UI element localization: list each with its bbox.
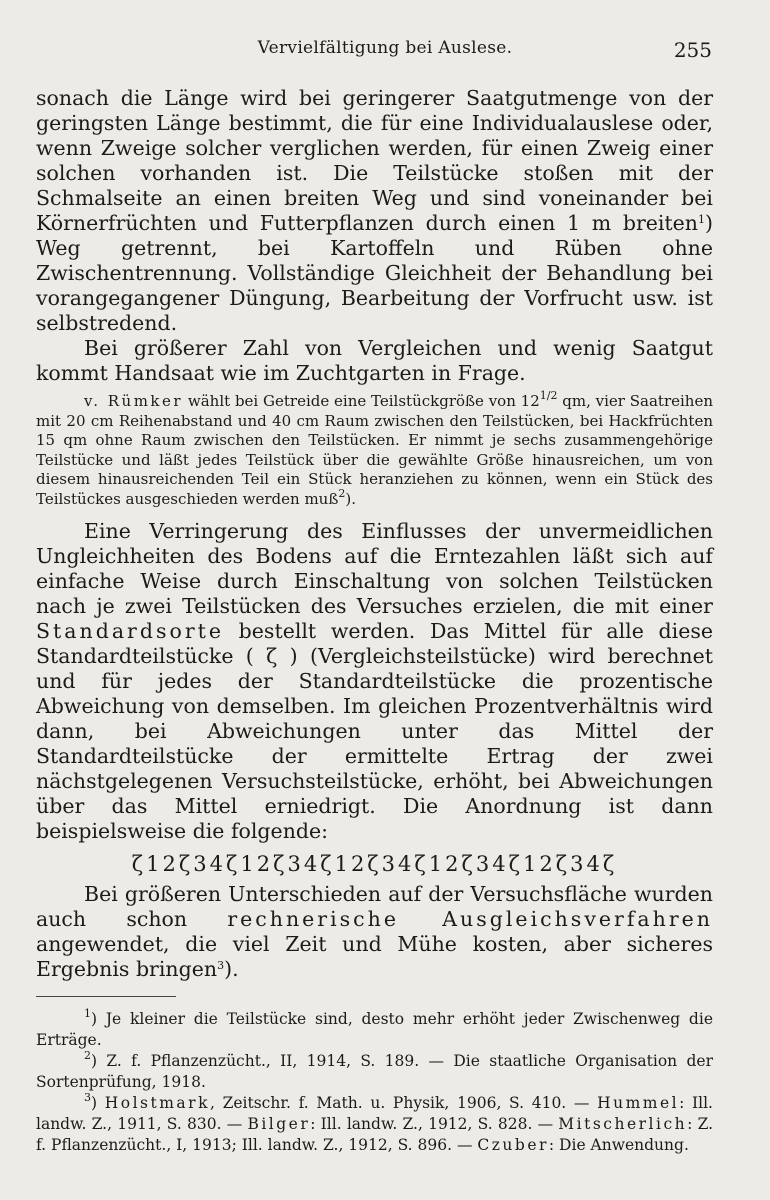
footnote-text: : Z. f. Pflanzenzücht., I, 1913; Ill. landw. Z., 1912, S. 896. — — [36, 1115, 713, 1154]
spaced-term-ausgleich: rechnerische Ausgleichsverfahren — [227, 907, 713, 931]
footnote-1 — [36, 1009, 713, 1051]
footnote-mark: 3 — [84, 1091, 91, 1104]
footnote-text: ) Je kleiner die Teilstücke sind, desto mehr erhöht jeder Zwischenweg die Erträge. — [36, 1010, 713, 1049]
page-header — [0, 38, 770, 66]
paragraph-continuation — [36, 86, 713, 336]
note-text: ). — [345, 489, 356, 508]
small-print-note — [36, 389, 714, 509]
running-title: Vervielfältigung bei Auslese. — [257, 38, 513, 58]
footnote-text: : Ill. landw. Z., 1911, S. 830. — — [36, 1094, 713, 1133]
author-name: Hummel — [597, 1094, 680, 1112]
footnote-ref-1: 1 — [698, 213, 705, 226]
author-name-ruemker: v. Rümker — [84, 392, 184, 410]
paragraph-text: ) Weg getrennt, bei Kartoffeln und Rüben ohne Zwischentrennung. Vollständige Gleichheit der Behandlung bei vorangegangener Düngung, Bearbeitung der Vorfrucht usw. ist selbstredend. — [36, 211, 713, 335]
author-name: Mitscherlich — [558, 1115, 688, 1133]
footnote-3 — [36, 1093, 713, 1156]
author-name: Czuber — [477, 1136, 549, 1154]
paragraph-standardsorte — [36, 519, 713, 844]
paragraph-text: angewendet, die viel Zeit und Mühe kosten, aber sicheres Ergebnis bringen — [36, 932, 713, 981]
page-number: 255 — [673, 38, 712, 62]
footnote-2 — [36, 1051, 713, 1093]
footnote-text: : Die Anwendung. — [548, 1136, 689, 1154]
page-body — [36, 86, 713, 1156]
author-name: Holstmark — [104, 1094, 210, 1112]
arrangement-sequence: ζ12ζ34ζ12ζ34ζ12ζ34ζ12ζ34ζ12ζ34ζ — [131, 852, 618, 876]
footnote-divider — [36, 996, 176, 997]
footnote-text: , Zeitschr. f. Math. u. Physik, 1906, S. 410. — — [209, 1094, 598, 1112]
footnote-text: ) — [91, 1094, 105, 1112]
standard-symbol: ζ — [266, 644, 278, 668]
footnote-mark: 2 — [84, 1049, 91, 1062]
paragraph-text: bestellt werden. Das Mittel für alle diese Standardteilstücke ( — [36, 619, 713, 668]
paragraph-text: Eine Verringerung des Einflusses der unvermeidlichen Ungleichheiten des Bodens auf die Erntezahlen läßt sich auf einfache Weise durch Einschaltung von solchen Teilstücken nach je zwei Teilstücken des Versuches erzielen, die mit einer — [36, 519, 713, 618]
footnote-text: : Ill. landw. Z., 1912, S. 828. — — [310, 1115, 559, 1133]
paragraph-text: ) (Vergleichsteilstücke) wird berechnet und für jedes der Standardteilstücke die prozentische Abweichung von demselben. Im gleichen Prozentverhältnis wird dann, bei Abweichungen unter das Mittel der Standardteilstücke der ermittelte Ertrag der zwei nächstgelegenen Versuchsteilstücke, erhöht, bei Abweichungen über das Mittel erniedrigt. Die Anordnung ist dann beispielsweise die folgende: — [36, 644, 714, 843]
footnote-text: ) Z. f. Pflanzenzücht., II, 1914, S. 189. — Die staatliche Organisation der Sortenprüfung, 1918. — [36, 1052, 713, 1091]
footnote-ref-3: 3 — [217, 959, 225, 972]
paragraph-text: ). — [224, 957, 239, 981]
paragraph-text: sonach die Länge wird bei geringerer Saatgutmenge von der geringsten Länge bestimmt, die für eine Individualauslese oder, wenn Zweige solcher verglichen werden, für einen Zweig einer solchen vorhanden ist. Die Teilstücke stoßen mit der Schmalseite an einen breiten Weg und sind voneinander bei Körnerfrüchten und Futterpflanzen durch einen 1 m breiten — [36, 86, 713, 235]
author-name: Bilger — [247, 1115, 311, 1133]
footnote-ref-2: 2 — [338, 486, 346, 500]
note-text: qm, vier Saatreihen mit 20 cm Reihenabstand und 40 cm Raum zwischen den Teilstücken, bei Hackfrüchten 15 qm ohne Raum zwischen den Teilstücken. Er nimmt je sechs zusammengehörige Teilstücke und läßt jedes Teilstück über die gewählte Größe hinausreichen, um von diesem hinausreichenden Teil ein Stück heranziehen zu können, wenn ein Stück des Teilstückes ausgeschieden werden muß — [36, 392, 714, 508]
spaced-term-standardsorte: Standardsorte — [36, 619, 225, 643]
paragraph-text: Bei größeren Unterschieden auf der Versuchsfläche wurden auch schon — [36, 882, 713, 931]
paragraph-text: Bei größerer Zahl von Vergleichen und wenig Saatgut kommt Handsaat wie im Zuchtgarten in Frage. — [36, 336, 713, 385]
paragraph-ausgleich — [36, 882, 713, 982]
note-text: wählt bei Getreide eine Teilstückgröße von 12 — [183, 392, 540, 410]
footnote-mark: 1 — [84, 1007, 91, 1020]
fraction-half: 1/2 — [539, 389, 558, 402]
paragraph-handsaat — [36, 336, 713, 386]
